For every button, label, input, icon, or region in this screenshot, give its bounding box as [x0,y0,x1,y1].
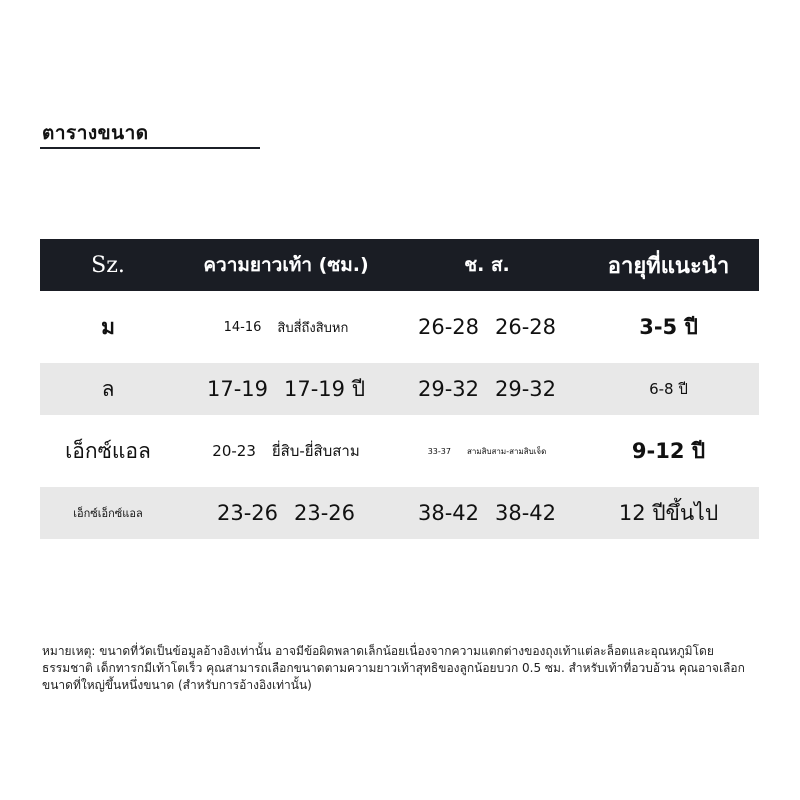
size-table [40,239,759,539]
foot-length-value: 17-19 [206,377,268,401]
age-cell: 12 ปีขึ้นไป [618,500,719,525]
eu-size-cell [396,445,578,458]
eu-size-value: 33-37 [427,446,451,456]
size-cell: ล [101,376,115,401]
eu-size-text: 38-42 [495,501,557,525]
eu-size-cell [396,377,578,401]
foot-length-text: 17-19 ปี [284,376,366,401]
foot-length-cell [176,439,396,463]
footnote: หมายเหตุ: ขนาดที่วัดเป็นข้อมูลอ้างอิงเท่านั้น อาจมีข้อผิดพลาดเล็กน้อยเนื่องจากความแตกต่างของถุงเท้าแต่ละล็อตและอุณหภูมิโดยธรรมชาติ เด็กทารกมีเท้าโตเร็ว คุณสามารถเลือกขนาดตามความยาวเท้าสุทธิของลูกน้อยบวก 0.5 ซม. สำหรับเท้าที่อวบอ้วน คุณอาจเลือกขนาดที่ใหญ่ขึ้นหนึ่งขนาด (สำหรับการอ้างอิงเท่านั้น) [42,644,745,692]
title-underline [40,147,260,149]
eu-size-text: 29-32 [495,377,557,401]
age-cell: 6-8 ปี [649,380,688,398]
header-sizes: ช. ส. [464,254,510,276]
eu-size-cell [396,315,578,339]
header-size: Sz. [91,252,125,278]
table-header [40,239,759,291]
eu-size-value: 26-28 [417,315,479,339]
foot-length-text: ยี่สิบ-ยี่สิบสาม [271,442,360,460]
header-age: อายุที่แนะนำ [607,253,730,279]
foot-length-text: สิบสี่ถึงสิบหก [277,320,349,336]
foot-length-text: 23-26 [294,501,356,525]
table-row [40,301,759,353]
size-cell: เอ็กซ์เอ็กซ์แอล [73,507,143,520]
age-cell: 9-12 ปี [631,438,706,463]
foot-length-cell [176,317,396,338]
table-row [40,487,759,539]
eu-size-value: 38-42 [417,501,479,525]
foot-length-value: 14-16 [223,319,262,335]
eu-size-cell [396,501,578,525]
foot-length-cell [176,373,396,406]
page-title: ตารางขนาด [42,122,149,144]
foot-length-value: 23-26 [216,501,278,525]
eu-size-text: 26-28 [495,315,557,339]
age-cell: 3-5 ปี [639,314,698,339]
size-cell: เอ็กซ์แอล [65,438,151,463]
eu-size-value: 29-32 [417,377,479,401]
header-foot-length: ความยาวเท้า (ซม.) [203,254,369,276]
size-cell: ม [101,314,115,339]
table-row [40,425,759,477]
foot-length-cell [176,501,396,525]
foot-length-value: 20-23 [212,442,256,460]
table-row [40,363,759,415]
eu-size-text: สามสิบสาม-สามสิบเจ็ด [466,446,547,456]
